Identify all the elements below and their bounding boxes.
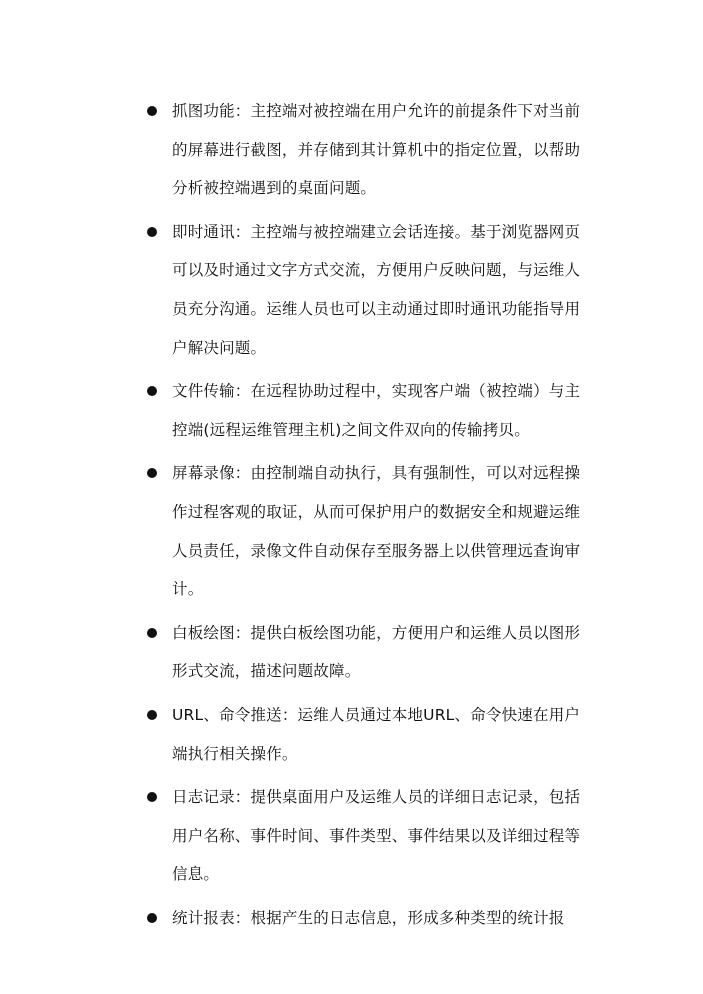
list-item <box>145 213 595 367</box>
list-item-text: 日志记录：提供桌面用户及运维人员的详细日志记录，包括用户名称、事件时间、事件类型、事件结果以及详细过程等信息。 <box>172 788 581 884</box>
bullet-icon <box>147 106 157 116</box>
list-item-text: 白板绘图：提供白板绘图功能，方便用户和运维人员以图形形式交流，描述问题故障。 <box>172 623 581 681</box>
list-item <box>145 696 595 773</box>
list-item-text: 统计报表：根据产生的日志信息，形成多种类型的统计报 <box>172 908 565 927</box>
list-item-text: 抓图功能：主控端对被控端在用户允许的前提条件下对当前的屏幕进行截图，并存储到其计算机中的指定位置，以帮助分析被控端遇到的桌面问题。 <box>172 102 581 198</box>
list-item-text: 即时通讯：主控端与被控端建立会话连接。基于浏览器网页可以及时通过文字方式交流，方便用户反映问题，与运维人员充分沟通。运维人员也可以主动通过即时通讯功能指导用户解决问题。 <box>172 222 581 357</box>
list-item <box>145 92 595 208</box>
bullet-icon <box>147 386 157 396</box>
feature-list <box>145 92 595 942</box>
bullet-icon <box>147 227 157 237</box>
list-item <box>145 899 595 938</box>
bullet-icon <box>147 468 157 478</box>
list-item-text: 屏幕录像：由控制端自动执行，具有强制性，可以对远程操作过程客观的取证，从而可保护用户的数据安全和规避运维人员责任，录像文件自动保存至服务器上以供管理远查询审计。 <box>172 464 581 599</box>
list-item <box>145 614 595 691</box>
list-item <box>145 778 595 894</box>
list-item <box>145 454 595 608</box>
bullet-icon <box>147 913 157 923</box>
list-item-text: URL、命令推送：运维人员通过本地URL、命令快速在用户端执行相关操作。 <box>172 705 581 763</box>
list-item <box>145 372 595 449</box>
bullet-icon <box>147 628 157 638</box>
bullet-icon <box>147 792 157 802</box>
bullet-icon <box>147 710 157 720</box>
list-item-text: 文件传输：在远程协助过程中，实现客户端（被控端）与主控端(远程运维管理主机)之间文件双向的传输拷贝。 <box>172 382 581 439</box>
